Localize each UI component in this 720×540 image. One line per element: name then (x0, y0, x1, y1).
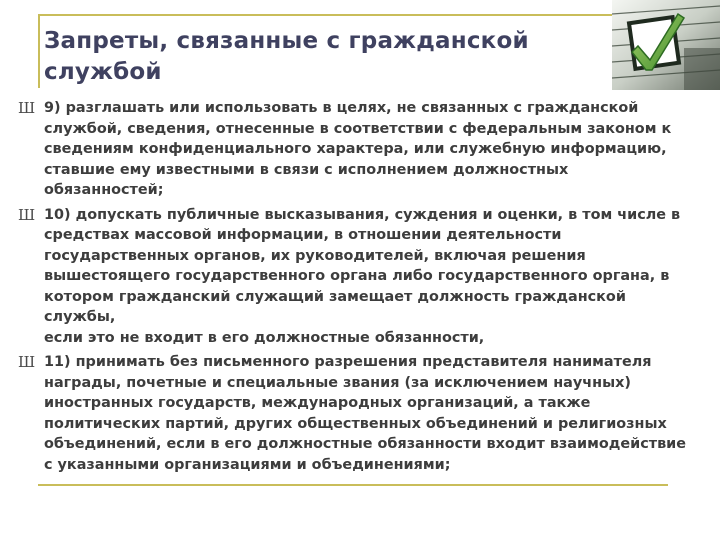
title-top-rule (38, 14, 612, 16)
bullet-list (0, 98, 720, 479)
bullet-marker: Ш (18, 205, 36, 224)
list-item (0, 205, 720, 349)
list-item-text: 11) принимать без письменного разрешения представителя нанимателя награды, почетные и специальные звания (за исключением научных) иностранных государств, международных организаций, а также политических партий, других общественных объединений и религиозных объединений, если в его должностные обязанности входит взаимодействие с указанными организациями и объединениями; (44, 354, 687, 473)
list-item (0, 98, 720, 201)
list-item-text: 10) допускать публичные высказывания, суждения и оценки, в том числе в средствах массовой информации, в отношении деятельности государственных органов, их руководителей, включая решения вышестоящего государственного органа либо государственного органа, в котором гражданский служащий замещает должность гражданской службы, если это не входит в его должностные обязанности, (44, 206, 681, 346)
bottom-rule (38, 484, 668, 486)
bullet-marker: Ш (18, 99, 36, 117)
title-left-rule (38, 14, 40, 88)
checkmark-icon (612, 0, 720, 90)
slide-title: Запреты, связанные с гражданской службой (44, 28, 529, 85)
list-item-text: 9) разглашать или использовать в целях, не связанных с гражданской службой, сведения, отнесенные в соответствии с федеральным законом к сведениям конфиденциального характера, или служебную информацию, ставшие ему известными в связи с исполнением должностных обязанностей; (44, 100, 672, 198)
bullet-marker: Ш (18, 353, 36, 371)
list-item (0, 352, 720, 475)
